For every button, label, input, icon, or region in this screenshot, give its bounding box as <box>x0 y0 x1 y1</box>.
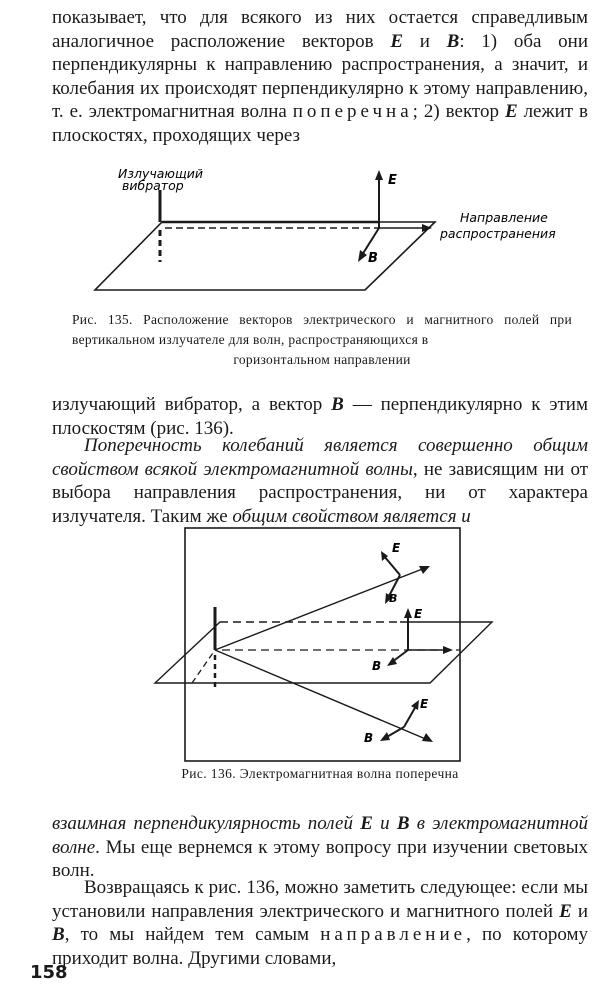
mid-label-e: E <box>414 607 423 621</box>
text-run: : 1) оба они перпендикулярны к направлению распространения, а значит, и колебания их происходят перпендикулярно к этому направлению, т. е. электромагнитная волна <box>52 30 588 122</box>
vector-e-symbol: E <box>390 30 404 52</box>
figure-136 <box>0 520 605 770</box>
text-run: лежит в плоскостях, проходящих через <box>52 101 589 146</box>
ray-upper <box>215 568 425 650</box>
paragraph-1 <box>52 6 588 147</box>
page-number: 158 <box>30 962 68 983</box>
text-run: излучающий вибратор, а вектор <box>52 394 332 415</box>
upper-label-b: B <box>389 592 398 605</box>
vertical-plane <box>185 528 460 761</box>
text-run: , по которому приходит волна. Другими словами, <box>52 924 588 969</box>
spaced-emphasis: направление <box>320 924 467 945</box>
caption-text-last: горизонтальном направлении <box>233 352 411 367</box>
lower-e-arrow <box>404 706 416 727</box>
text-run: и <box>403 30 447 52</box>
upper-e-arrow <box>384 556 400 575</box>
vector-b-symbol: B <box>331 394 344 415</box>
text-run: и <box>571 900 588 922</box>
figure-135-caption <box>72 310 572 370</box>
vector-b-arrowhead <box>358 250 367 262</box>
text-run: . Мы еще вернемся к этому вопросу при изучении световых волн. <box>52 836 588 881</box>
text-run: показывает, что для всякого из них остается справедливым аналогичное расположение векторов <box>52 7 588 52</box>
label-vibrator-line1: Излучающий <box>118 166 203 181</box>
spaced-emphasis: поперечна <box>292 101 413 122</box>
vector-e-symbol: E <box>559 900 572 922</box>
vector-b-symbol: B <box>396 813 410 834</box>
label-direction-line1: Направление <box>460 210 548 225</box>
text-run: Возвращаясь к рис. 136, можно заметить следующее: если мы установили направления электрического и магнитного полей <box>52 877 588 922</box>
text-run: — перпендикулярно к этим плоскостям (рис. 136). <box>52 394 588 439</box>
horizontal-plane <box>95 222 435 290</box>
mid-label-b: B <box>372 659 382 673</box>
vector-e-arrowhead <box>375 170 383 180</box>
paragraph-5 <box>52 876 588 970</box>
label-b: B <box>368 251 378 266</box>
vector-b-symbol: B <box>446 30 460 52</box>
vector-e-symbol: E <box>504 101 518 122</box>
italic-emphasis: взаимная перпендикулярность полей <box>52 813 361 834</box>
label-e: E <box>388 173 397 188</box>
text-run: , не зависящим ни от выбора направления распространения, ни от характера излучателя. Таким же <box>52 458 588 527</box>
label-vibrator-line2: вибратор <box>122 178 184 193</box>
italic-emphasis: в электромагнитной волне <box>52 813 589 858</box>
figure-135 <box>0 150 605 320</box>
upper-label-e: E <box>392 541 401 555</box>
italic-emphasis: Поперечность колебаний является совершенно общим свойством всякой электромагнитной волны <box>52 435 588 480</box>
figure-136-caption: Рис. 136. Электромагнитная волна поперечна <box>181 766 459 781</box>
lower-label-b: B <box>364 731 374 745</box>
hidden-edge-diag <box>192 650 215 683</box>
paragraph-2 <box>52 393 588 440</box>
ray-mid-head <box>443 646 453 654</box>
italic-emphasis: общим свойством является и <box>232 505 471 527</box>
horizontal-plane <box>155 622 492 683</box>
vector-e-symbol: E <box>360 813 373 834</box>
lower-label-e: E <box>420 697 429 711</box>
paragraph-4 <box>52 812 588 883</box>
caption-text: Рис. 135. Расположение векторов электрического и магнитного полей при вертикальном излучателе для волн, распространяющихся в <box>72 312 572 347</box>
italic-emphasis: и <box>372 813 397 834</box>
mid-e-head <box>404 608 412 618</box>
label-direction-line2: распространения <box>440 226 556 241</box>
text-run: ; 2) вектор <box>412 101 505 122</box>
lower-b-head <box>380 732 390 741</box>
paragraph-3 <box>52 434 588 528</box>
vector-b-symbol: B <box>52 924 65 945</box>
text-run: , то мы найдем тем самым <box>64 924 321 945</box>
